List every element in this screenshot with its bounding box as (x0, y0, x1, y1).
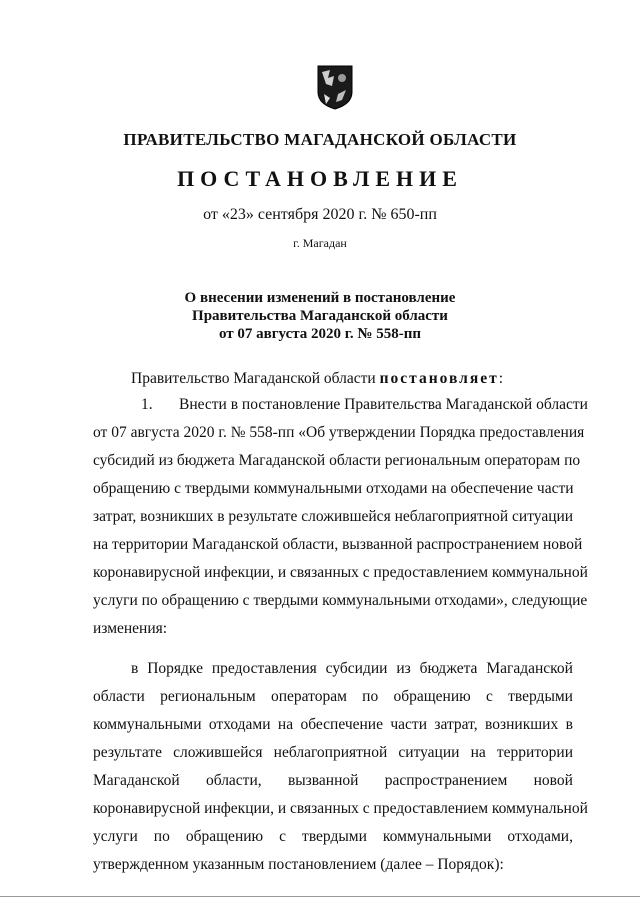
para2-line (93, 716, 573, 734)
word: на (277, 716, 294, 733)
word: неблагоприятной (273, 744, 388, 761)
city-line: г. Магадан (293, 236, 347, 250)
word: услуги (93, 828, 138, 845)
para2-line (93, 772, 573, 790)
word: региональным (160, 688, 256, 705)
word: с (485, 688, 493, 705)
word: операторам (271, 688, 347, 705)
para2-line (93, 688, 573, 706)
para1-line: обращению с твердыми коммунальными отходами на обеспечение части (93, 480, 574, 497)
subject-line-3: от 07 августа 2020 г. № 558-пп (218, 326, 422, 342)
word: предоставления (211, 660, 317, 677)
word: области, (205, 772, 262, 789)
word: с (279, 828, 287, 845)
para1-number: 1. (141, 396, 153, 413)
word: на (470, 744, 486, 761)
word: ситуации (398, 744, 460, 761)
para1-line: на территории Магаданской области, вызванной распространением новой (93, 536, 583, 553)
word: вызванной (287, 772, 359, 789)
para2-line (93, 744, 573, 762)
para1-line: изменения: (93, 620, 168, 637)
word: по (153, 828, 170, 845)
word: отходами (208, 716, 271, 733)
para1-line: Внести в постановление Правительства Магаданской области (179, 396, 588, 413)
word: области (93, 688, 145, 705)
word: новой (533, 772, 573, 789)
word: результате (93, 744, 162, 761)
para1-line: от 07 августа 2020 г. № 558-пп «Об утверждении Порядка предоставления (93, 424, 585, 441)
date-number-line: от «23» сентября 2020 г. № 650-пп (203, 206, 437, 223)
para1-line: затрат, возникших в результате сложившейся неблагоприятной ситуации (93, 508, 574, 525)
word: распространением (384, 772, 508, 789)
word: Магаданской (486, 660, 573, 677)
para2-line: коронавирусной инфекции, и связанных с предоставлением коммунальной (93, 800, 588, 817)
word: возникших (485, 716, 559, 733)
word: коммунальными (93, 716, 202, 733)
para2-line: утвержденном указанным постановлением (далее – Порядок): (93, 856, 504, 873)
word: отходами, (507, 828, 573, 845)
word: из (396, 660, 411, 677)
bottom-divider (0, 896, 640, 897)
word: твердыми (508, 688, 573, 705)
word: субсидии (325, 660, 388, 677)
word: по (362, 688, 379, 705)
word: сложившейся (173, 744, 263, 761)
word: Порядке (147, 660, 203, 677)
intro-colon: : (498, 370, 504, 387)
subject-line-1: О внесении изменений в постановление (184, 290, 456, 306)
para2-line (93, 828, 573, 846)
para1-line: коронавирусной инфекции, и связанных с предоставлением коммунальной (93, 564, 588, 581)
word: обращению (393, 688, 471, 705)
word: обеспечение (300, 716, 383, 733)
word: бюджета (419, 660, 478, 677)
intro-line (131, 370, 503, 388)
word: в (565, 716, 573, 733)
para1-line: субсидий из бюджета Магаданской области региональным операторам по (93, 452, 581, 469)
word: Магаданской (93, 772, 180, 789)
word: коммунальными (382, 828, 492, 845)
para1-line: услуги по обращению с твердыми коммунальными отходами», следующие (93, 592, 588, 609)
word: твердыми (302, 828, 367, 845)
word: в (131, 660, 139, 677)
coat-of-arms-icon (316, 64, 354, 110)
subject-line-2: Правительства Магаданской области (192, 308, 448, 324)
word: обращению (185, 828, 264, 845)
word: территории (496, 744, 573, 761)
word: затрат, (434, 716, 478, 733)
word: части (390, 716, 427, 733)
government-title: ПРАВИТЕЛЬСТВО МАГАДАНСКОЙ ОБЛАСТИ (123, 130, 517, 149)
para2-line (131, 660, 573, 678)
document-type: ПОСТАНОВЛЕНИЕ (177, 166, 463, 191)
intro-verb: постановляет (379, 370, 499, 387)
intro-text: Правительство Магаданской области (131, 370, 376, 387)
